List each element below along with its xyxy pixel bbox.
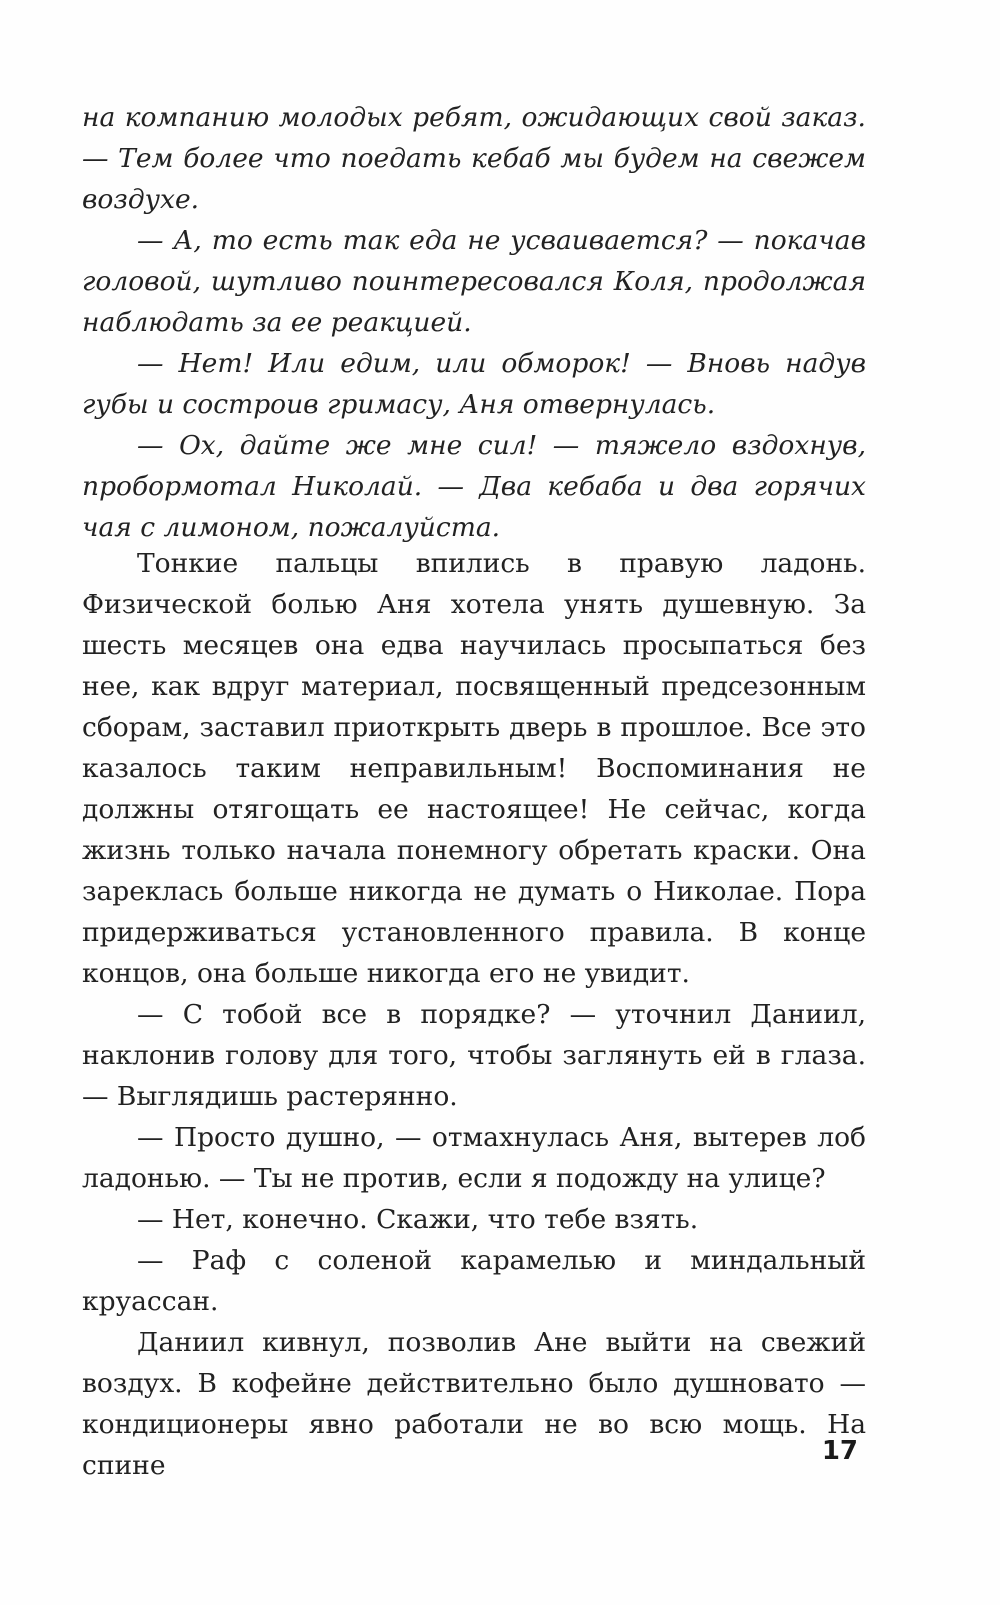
body-paragraph: — Раф с соленой карамелью и миндальный круассан. xyxy=(82,1245,866,1317)
italic-paragraph: — А, то есть так еда не усваивается? — покачав головой, шутливо поинтересовался Коля, продолжая наблюдать за ее реакцией. xyxy=(82,225,866,338)
body-paragraph: Даниил кивнул, позволив Ане выйти на свежий воздух. В кофейне действительно было душновато — кондиционеры явно работали не во всю мощь. На спине xyxy=(82,1327,866,1481)
page-number: 17 xyxy=(821,1436,858,1466)
body-paragraph: — С тобой все в порядке? — уточнил Даниил, наклонив голову для того, чтобы заглянуть ей в глаза. — Выглядишь растерянно. xyxy=(82,999,866,1112)
italic-paragraph: — Ох, дайте же мне сил! — тяжело вздохнув, пробормотал Николай. — Два кебаба и два горячих чая с лимоном, пожалуйста. xyxy=(82,430,866,543)
italic-paragraph: на компанию молодых ребят, ожидающих свой заказ. — Тем более что поедать кебаб мы будем на свежем воздухе. xyxy=(82,102,866,215)
italic-paragraph: — Нет! Или едим, или обморок! — Вновь надув губы и состроив гримасу, Аня отвернулась. xyxy=(82,348,866,420)
main-text-block xyxy=(82,543,866,1486)
body-paragraph: — Нет, конечно. Скажи, что тебе взять. xyxy=(137,1204,699,1235)
italic-dialogue-block xyxy=(82,97,866,548)
body-paragraph: — Просто душно, — отмахнулась Аня, вытерев лоб ладонью. — Ты не против, если я подожду на улице? xyxy=(82,1122,866,1194)
body-paragraph: Тонкие пальцы впились в правую ладонь. Физической болью Аня хотела унять душевную. За шесть месяцев она едва научилась просыпаться без нее, как вдруг материал, посвященный предсезонным сборам, заставил приоткрыть дверь в прошлое. Все это казалось таким неправильным! Воспоминания не должны отягощать ее настоящее! Не сейчас, когда жизнь только начала понемногу обретать краски. Она зареклась больше никогда не думать о Николае. Пора придерживаться установленного правила. В конце концов, она больше никогда его не увидит. xyxy=(82,548,866,989)
